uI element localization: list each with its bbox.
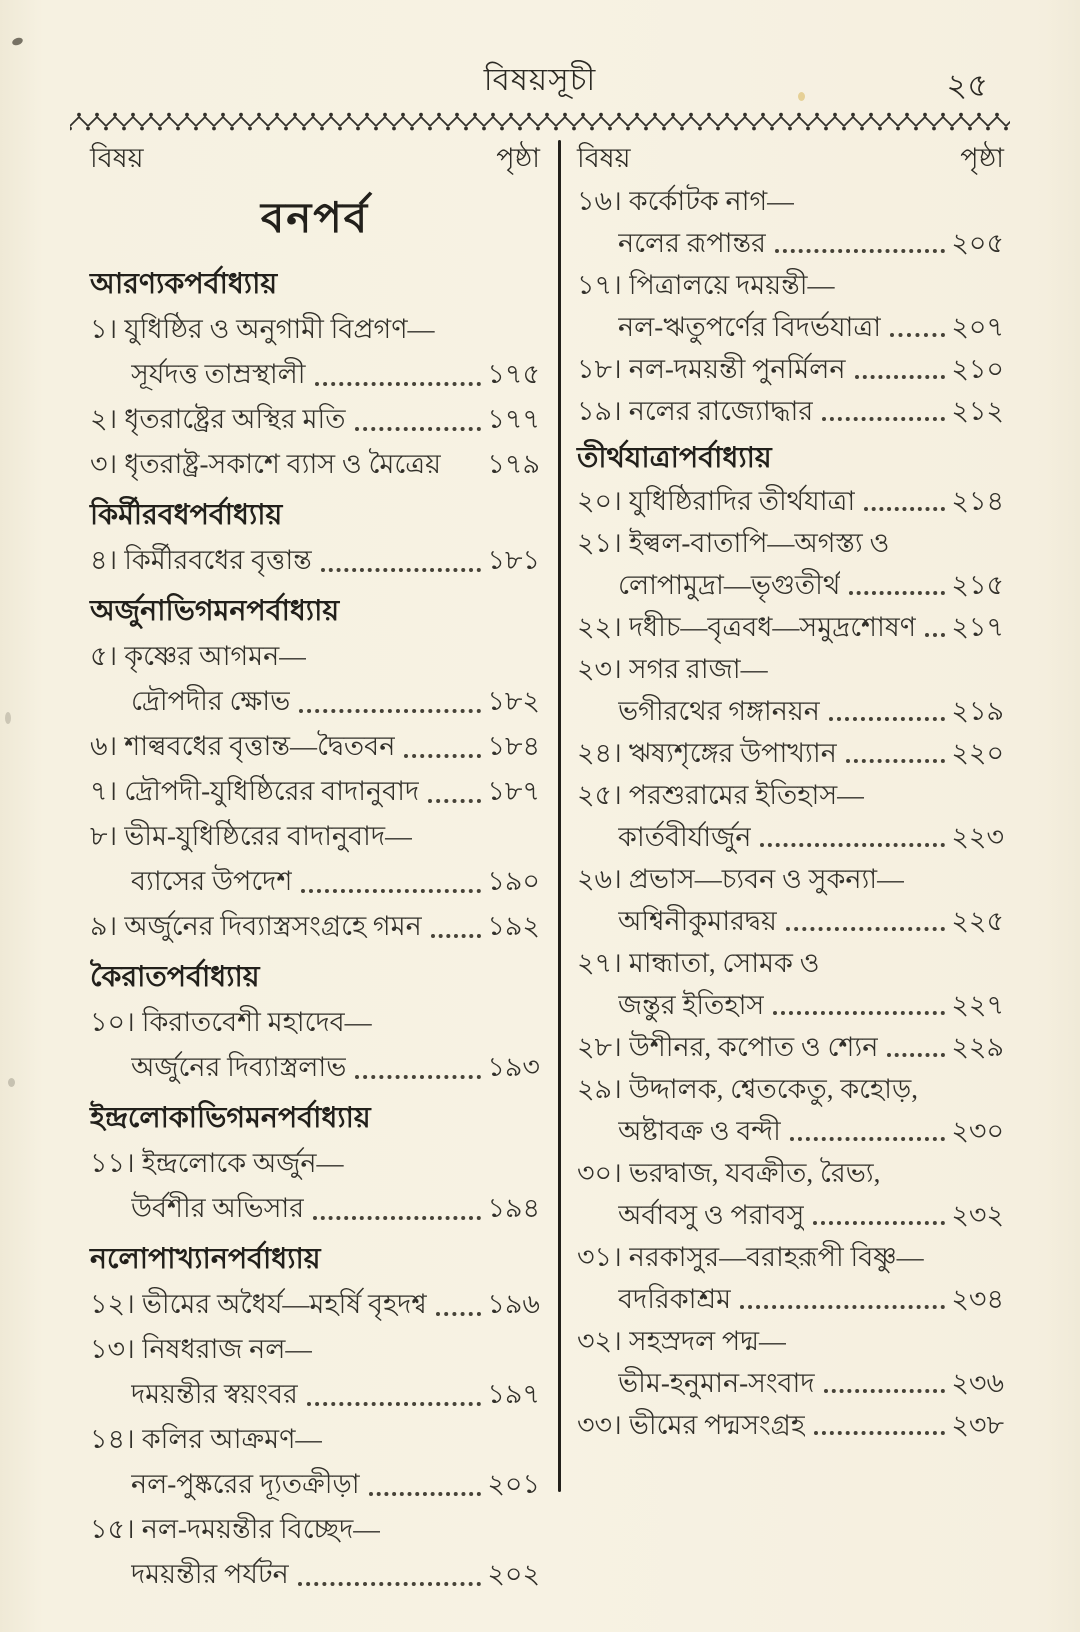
entry-page: ১৭৭ — [487, 404, 540, 434]
entry-title: কির্মীরবধের বৃত্তান্ত — [124, 545, 312, 575]
toc-entry-line — [90, 1552, 540, 1597]
entry-number: ৩২। — [577, 1326, 622, 1356]
entry-title: উশীনর, কপোত ও শ্যেন — [628, 1032, 879, 1062]
entry-number: ৩০। — [577, 1158, 622, 1188]
entry-title: অর্জুনের দিব্যাস্ত্রলাভ — [131, 1052, 347, 1082]
toc-entry-line — [90, 904, 540, 949]
toc-entry-line — [577, 306, 1004, 348]
entry-title: ভীম-যুধিষ্ঠিরের বাদানুবাদ— — [124, 821, 413, 851]
toc-entry-line — [577, 648, 1004, 690]
entry-title: যুধিষ্ঠির ও অনুগামী বিপ্রগণ— — [124, 314, 435, 344]
toc-entry-line — [90, 1000, 540, 1045]
toc-right-column — [577, 140, 1004, 1446]
entry-number: ১১। — [90, 1148, 135, 1178]
entry-title: সগর রাজা— — [628, 654, 768, 684]
entry-number: ২১। — [577, 528, 622, 558]
entry-number: ২০। — [577, 486, 622, 516]
toc-entry-line — [90, 859, 540, 904]
dot-leader — [369, 1492, 482, 1496]
entry-page: ১৯৪ — [487, 1193, 540, 1223]
entry-page: ২১৪ — [951, 486, 1004, 516]
toc-entry-line — [90, 634, 540, 679]
scan-speck — [5, 712, 11, 724]
toc-entry-line — [577, 816, 1004, 858]
toc-entry-line — [577, 1068, 1004, 1110]
entry-title: নল-দময়ন্তী পুনর্মিলন — [628, 354, 846, 384]
entry-number: ৭। — [90, 776, 118, 806]
toc-entry-line — [577, 774, 1004, 816]
column-header — [90, 140, 540, 176]
entry-title: অষ্টাবক্র ও বন্দী — [618, 1116, 781, 1146]
entry-title: পরশুরামের ইতিহাস— — [628, 780, 865, 810]
dot-leader — [355, 1075, 481, 1079]
entry-number: ১৫। — [90, 1514, 135, 1544]
entry-title: কর্কোটক নাগ— — [628, 186, 795, 216]
entry-number: ১৬। — [577, 186, 622, 216]
entry-number: ৯। — [90, 911, 118, 941]
entry-page: ১৮৭ — [487, 776, 540, 806]
section-heading: কৈরাতপর্বাধ্যায় — [90, 962, 260, 993]
dot-leader — [773, 1011, 945, 1015]
toc-entry-line — [90, 307, 540, 352]
entry-title: দময়ন্তীর পর্যটন — [131, 1559, 289, 1589]
dot-leader — [355, 427, 482, 431]
subject-column-label: বিষয় — [90, 143, 144, 173]
entry-title: সূর্যদত্ত তাম্রস্থালী — [131, 359, 306, 389]
right-column-blocks — [577, 180, 1004, 1446]
entry-page: ২৩৪ — [951, 1284, 1004, 1314]
dot-leader — [814, 1431, 945, 1435]
toc-entry-line — [90, 1507, 540, 1552]
dot-leader — [849, 591, 945, 595]
toc-entry-line — [90, 814, 540, 859]
toc-entry-line — [577, 606, 1004, 648]
dot-leader — [450, 472, 481, 476]
entry-title: ইল্বল-বাতাপি—অগস্ত্য ও — [628, 528, 890, 558]
entry-number: ১৪। — [90, 1424, 135, 1454]
entry-title: যুধিষ্ঠিরাদির তীর্থযাত্রা — [628, 486, 856, 516]
toc-entry-line — [90, 442, 540, 487]
toc-entry-line — [577, 522, 1004, 564]
dot-leader — [760, 843, 945, 847]
entry-number: ২৯। — [577, 1074, 622, 1104]
entry-title: ভীম-হনুমান-সংবাদ — [618, 1368, 815, 1398]
entry-title: ব্যাসের উপদেশ — [131, 866, 293, 896]
entry-page: ২০৭ — [951, 312, 1004, 342]
dot-leader — [313, 1216, 481, 1220]
entry-page: ২১৫ — [951, 570, 1004, 600]
toc-entry-line — [577, 858, 1004, 900]
entry-title: কার্তবীর্যার্জুন — [618, 822, 752, 852]
entry-page: ২২৭ — [951, 990, 1004, 1020]
entry-title: নলের রাজ্যোদ্ধার — [628, 396, 814, 426]
entry-page: ১৯০ — [487, 866, 540, 896]
dot-leader — [301, 889, 481, 893]
dot-leader — [855, 375, 946, 379]
dot-leader — [298, 1582, 482, 1586]
entry-title: প্রভাস—চ্যবন ও সুকন্যা— — [628, 864, 905, 894]
toc-entry-line — [577, 222, 1004, 264]
entry-page: ২০২ — [487, 1559, 540, 1589]
toc-entry-line — [90, 1327, 540, 1372]
entry-title: মান্ধাতা, সোমক ও — [628, 948, 820, 978]
dot-leader — [740, 1305, 945, 1309]
entry-page: ১৮৪ — [487, 731, 540, 761]
dot-leader — [846, 759, 946, 763]
entry-title: দ্রৌপদী-যুধিষ্ঠিরের বাদানুবাদ — [124, 776, 420, 806]
dot-leader — [890, 333, 945, 337]
entry-title: নরকাসুর—বরাহরূপী বিষ্ণু— — [628, 1242, 924, 1272]
entry-number: ২। — [90, 404, 118, 434]
toc-entry-line — [577, 900, 1004, 942]
toc-entry-line — [577, 564, 1004, 606]
toc-entry-line — [577, 348, 1004, 390]
dot-leader — [436, 1312, 482, 1316]
entry-page: ১৭৫ — [487, 359, 540, 389]
dot-leader — [299, 709, 481, 713]
toc-entry-line — [90, 1462, 540, 1507]
toc-entry-line — [577, 264, 1004, 306]
entry-number: ২৪। — [577, 738, 622, 768]
toc-entry-line — [90, 1417, 540, 1462]
entry-title: উদ্দালক, শ্বেতকেতু, কহোড়, — [628, 1074, 918, 1104]
entry-page: ২২০ — [951, 738, 1004, 768]
entry-page: ২৩৮ — [951, 1410, 1004, 1440]
toc-entry-line — [577, 984, 1004, 1026]
subject-column-label: বিষয় — [577, 143, 631, 173]
entry-title: ভীমের পদ্মসংগ্রহ — [628, 1410, 806, 1440]
entry-number: ১৭। — [577, 270, 622, 300]
toc-entry-line — [577, 390, 1004, 432]
toc-entry-line — [90, 352, 540, 397]
entry-title: দ্রৌপদীর ক্ষোভ — [131, 686, 291, 716]
entry-page: ২১৭ — [951, 612, 1004, 642]
entry-title: ভগীরথের গঙ্গানয়ন — [618, 696, 820, 726]
dot-leader — [822, 417, 945, 421]
entry-page: ২২৩ — [951, 822, 1004, 852]
entry-title: ধৃতরাষ্ট্রের অস্থির মতি — [124, 404, 346, 434]
entry-page: ১৯২ — [487, 911, 540, 941]
dot-leader — [824, 1389, 946, 1393]
entry-title: অশ্বিনীকুমারদ্বয় — [618, 906, 777, 936]
dot-leader — [307, 1402, 482, 1406]
dot-leader — [864, 507, 945, 511]
entry-page: ২০৫ — [951, 228, 1004, 258]
section-heading: তীর্থযাত্রাপর্বাধ্যায় — [577, 443, 772, 474]
toc-entry-line — [577, 1026, 1004, 1068]
entry-title: ঋষ্যশৃঙ্গের উপাখ্যান — [628, 738, 837, 768]
toc-entry-line — [90, 769, 540, 814]
entry-page: ২০১ — [487, 1469, 540, 1499]
toc-entry-line — [577, 1362, 1004, 1404]
entry-page: ২৩২ — [951, 1200, 1004, 1230]
entry-page: ২৩০ — [951, 1116, 1004, 1146]
dot-leader — [431, 934, 482, 938]
entry-page: ১৭৯ — [487, 449, 540, 479]
dot-leader — [786, 927, 945, 931]
toc-entry-line — [577, 1152, 1004, 1194]
entry-title: নল-দময়ন্তীর বিচ্ছেদ— — [141, 1514, 381, 1544]
toc-entry-line — [577, 1404, 1004, 1446]
entry-title: শাল্ববধের বৃত্তান্ত—দ্বৈতবন — [124, 731, 396, 761]
entry-title: কলির আক্রমণ— — [141, 1424, 323, 1454]
entry-page: ২১০ — [951, 354, 1004, 384]
dot-leader — [790, 1137, 946, 1141]
entry-title: উর্বশীর অভিসার — [131, 1193, 305, 1223]
entry-title: ভীমের অধৈর্য—মহর্ষি বৃহদশ্ব — [141, 1289, 427, 1319]
entry-title: নলের রূপান্তর — [618, 228, 766, 258]
dot-leader — [887, 1053, 945, 1057]
toc-entry-line — [90, 1282, 540, 1327]
dot-leader — [428, 799, 481, 803]
entry-title: দময়ন্তীর স্বয়ংবর — [131, 1379, 298, 1409]
toc-entry-line — [577, 180, 1004, 222]
entry-title: ইন্দ্রলোকে অর্জুন— — [141, 1148, 344, 1178]
entry-number: ২৭। — [577, 948, 622, 978]
entry-page: ১৯৩ — [487, 1052, 540, 1082]
entry-title: লোপামুদ্রা—ভৃগুতীর্থ — [618, 570, 841, 600]
page-header — [0, 0, 1080, 108]
entry-number: ২৩। — [577, 654, 622, 684]
toc-left-column — [90, 140, 540, 1597]
dot-leader — [925, 633, 945, 637]
entry-title: বদরিকাশ্রম — [618, 1284, 732, 1314]
toc-entry-line — [577, 1194, 1004, 1236]
entry-page: ২২৯ — [951, 1032, 1004, 1062]
entry-number: ২৮। — [577, 1032, 622, 1062]
entry-title: দধীচ—বৃত্রবধ—সমুদ্রশোষণ — [628, 612, 917, 642]
toc-entry-line — [577, 732, 1004, 774]
toc-entry-line — [577, 1236, 1004, 1278]
entry-page: ২১৯ — [951, 696, 1004, 726]
entry-number: ২৬। — [577, 864, 622, 894]
decorative-zigzag-divider — [70, 112, 1010, 132]
dot-leader — [829, 717, 945, 721]
entry-number: ২৫। — [577, 780, 622, 810]
section-heading: কির্মীরবধপর্বাধ্যায় — [90, 500, 283, 531]
dot-leader — [775, 249, 945, 253]
toc-columns — [0, 132, 1080, 1597]
left-column-blocks — [90, 180, 540, 1597]
entry-title: অর্বাবসু ও পরাবসু — [618, 1200, 805, 1230]
toc-entry-line — [577, 1110, 1004, 1152]
toc-entry-line — [90, 1372, 540, 1417]
entry-number: ২২। — [577, 612, 622, 642]
entry-title: নল-পুষ্করের দ্যূতক্রীড়া — [131, 1469, 360, 1499]
entry-number: ১০। — [90, 1007, 135, 1037]
dot-leader — [813, 1221, 945, 1225]
entry-number: ৩৩। — [577, 1410, 622, 1440]
entry-title: কৃষ্ণের আগমন— — [124, 641, 307, 671]
section-heading: অর্জুনাভিগমনপর্বাধ্যায় — [90, 596, 340, 627]
entry-number: ৪। — [90, 545, 118, 575]
toc-entry-line — [90, 679, 540, 724]
section-heading: আরণ্যকপর্বাধ্যায় — [90, 269, 278, 300]
toc-entry-line — [577, 942, 1004, 984]
entry-number: ৫। — [90, 641, 118, 671]
entry-number: ১৩। — [90, 1334, 135, 1364]
entry-title: সহস্রদল পদ্ম— — [628, 1326, 787, 1356]
column-header — [577, 140, 1004, 176]
toc-entry-line — [90, 538, 540, 583]
toc-entry-line — [90, 397, 540, 442]
toc-entry-line — [577, 690, 1004, 732]
entry-title: ভরদ্বাজ, যবক্রীত, রৈভ্য, — [628, 1158, 881, 1188]
toc-entry-line — [90, 724, 540, 769]
entry-title: কিরাতবেশী মহাদেব— — [141, 1007, 372, 1037]
entry-page: ২১২ — [951, 396, 1004, 426]
entry-page: ১৮১ — [487, 545, 540, 575]
column-divider-rule — [558, 140, 561, 1492]
entry-title: জন্তুর ইতিহাস — [618, 990, 765, 1020]
entry-page: ২২৫ — [951, 906, 1004, 936]
entry-number: ১। — [90, 314, 118, 344]
entry-page: ২৩৬ — [951, 1368, 1004, 1398]
dot-leader — [404, 754, 481, 758]
toc-entry-line — [577, 1278, 1004, 1320]
toc-entry-line — [90, 1141, 540, 1186]
entry-number: ১৮। — [577, 354, 622, 384]
entry-title: পিত্রালয়ে দময়ন্তী— — [628, 270, 835, 300]
entry-page: ১৯৬ — [487, 1289, 540, 1319]
entry-number: ১৯। — [577, 396, 622, 426]
toc-entry-line — [90, 1045, 540, 1090]
page-title: বিষয়সূচী — [483, 62, 597, 97]
entry-number: ৮। — [90, 821, 118, 851]
entry-title: অর্জুনের দিব্যাস্ত্রসংগ্রহে গমন — [124, 911, 422, 941]
toc-entry-line — [577, 480, 1004, 522]
toc-entry-line — [577, 1320, 1004, 1362]
entry-title: নল-ঋতুপর্ণের বিদর্ভযাত্রা — [618, 312, 882, 342]
entry-title: ধৃতরাষ্ট্র-সকাশে ব্যাস ও মৈত্রেয় — [124, 449, 442, 479]
entry-title: নিষধরাজ নল— — [141, 1334, 313, 1364]
page-number: ২৫ — [946, 67, 988, 103]
dot-leader — [321, 568, 482, 572]
part-title: বনপর্ব — [260, 196, 370, 242]
entry-page: ১৮২ — [487, 686, 540, 716]
entry-number: ৩১। — [577, 1242, 622, 1272]
section-heading: নলোপাখ্যানপর্বাধ্যায় — [90, 1244, 321, 1275]
entry-number: ৩। — [90, 449, 118, 479]
dot-leader — [315, 382, 482, 386]
entry-page: ১৯৭ — [487, 1379, 540, 1409]
entry-number: ৬। — [90, 731, 118, 761]
scan-speck — [8, 1078, 15, 1087]
entry-number: ১২। — [90, 1289, 135, 1319]
toc-entry-line — [90, 1186, 540, 1231]
section-heading: ইন্দ্রলোকাভিগমনপর্বাধ্যায় — [90, 1103, 371, 1134]
page-column-label: পৃষ্ঠা — [960, 143, 1004, 173]
page-column-label: পৃষ্ঠা — [496, 143, 540, 173]
